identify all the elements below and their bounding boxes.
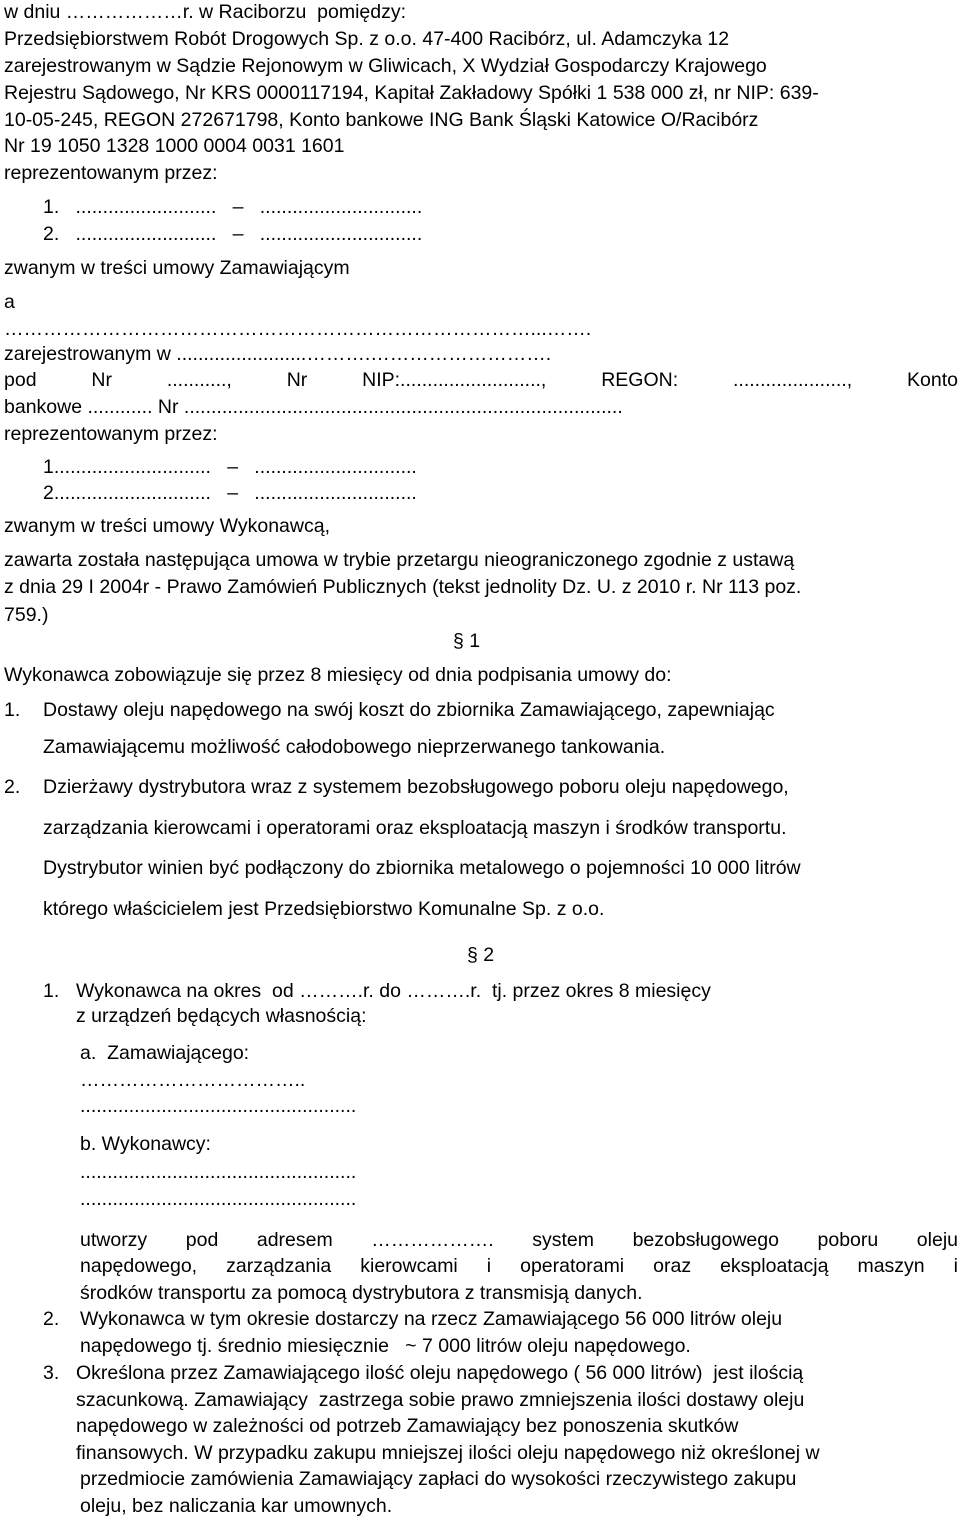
owner-a-label: a. Zamawiającego: (80, 1042, 250, 1064)
section-1-heading: § 1 (453, 630, 481, 652)
system-line-3: środków transportu za pomocą dystrybutora z transmisją danych. (80, 1282, 643, 1304)
system-line-1: utworzy pod adresem ………………. system bezobsługowego poboru oleju (80, 1229, 958, 1251)
section-2-point-3-number: 3. (43, 1362, 60, 1384)
contractor-called-line: zwanym w treści umowy Wykonawcą, (4, 515, 330, 537)
owner-b-label: b. Wykonawcy: (80, 1133, 211, 1155)
contractor-account-line: bankowe ............ Nr ................................................................................. (4, 396, 623, 418)
section-2-heading: § 2 (467, 944, 495, 966)
section-1-item-2-number: 2. (4, 776, 21, 798)
owner-b-placeholder-2: ................................................... (80, 1188, 357, 1210)
section-2-point-2-line-2: napędowego tj. średnio miesięcznie ~ 7 000 litrów oleju napędowego. (80, 1335, 691, 1357)
section-2-point-1-line-1: Wykonawca na okres od ……….r. do ……….r. tj. przez okres 8 miesięcy (76, 980, 711, 1002)
party1-representative-2: 2. .......................... – .............................. (43, 223, 423, 245)
section-2-point-3-line-1: Określona przez Zamawiającego ilość oleju napędowego ( 56 000 litrów) jest ilością (76, 1362, 804, 1384)
section-1-lead: Wykonawca zobowiązuje się przez 8 miesięcy od dnia podpisania umowy do: (4, 664, 672, 686)
section-1-item-2-line-4: którego właścicielem jest Przedsiębiorstwo Komunalne Sp. z o.o. (43, 898, 605, 920)
system-line-2: napędowego, zarządzania kierowcami i operatorami oraz eksploatacją maszyn i (80, 1255, 958, 1277)
contractor-registered-line: zarejestrowanym w ........................……….………………………. (4, 343, 552, 365)
party1-representative-1: 1. .......................... – .............................. (43, 196, 423, 218)
section-1-item-1-number: 1. (4, 699, 21, 721)
section-2-point-2-number: 2. (43, 1308, 60, 1330)
intro-line-3: 759.) (4, 604, 49, 626)
owner-b-placeholder-1: ................................................... (80, 1161, 357, 1183)
section-1-item-2-line-1: Dzierżawy dystrybutora wraz z systemem bezobsługowego poboru oleju napędowego, (43, 776, 789, 798)
party1-registry-line: zarejestrowanym w Sądzie Rejonowym w Gliwicach, X Wydział Gospodarczy Krajowego (4, 55, 767, 77)
owner-a-placeholder-2: ................................................... (80, 1095, 357, 1117)
party1-called-line: zwanym w treści umowy Zamawiającym (4, 257, 350, 279)
section-2-point-2-line-1: Wykonawca w tym okresie dostarczy na rzecz Zamawiającego 56 000 litrów oleju (80, 1308, 783, 1330)
contractor-represented-label: reprezentowanym przez: (4, 423, 218, 445)
section-2-point-3-line-5: przedmiocie zamówienia Zamawiający zapłaci do wysokości rzeczywistego zakupu (80, 1468, 797, 1490)
party1-represented-label: reprezentowanym przez: (4, 162, 218, 184)
section-2-point-1-line-2: z urządzeń będących własnością: (76, 1005, 367, 1027)
section-1-item-2-line-3: Dystrybutor winien być podłączony do zbiornika metalowego o pojemności 10 000 litrów (43, 857, 801, 879)
intro-line-1: zawarta została następująca umowa w trybie przetargu nieograniczonego zgodnie z ustawą (4, 549, 795, 571)
contractor-ids-line: pod Nr ..........., Nr NIP:.........................., REGON: ....................., Konto (4, 369, 958, 391)
contractor-representative-1: 1............................. – .............................. (43, 456, 417, 478)
contractor-name-placeholder: ………………………………………………………………………...……. (4, 318, 592, 340)
section-1-item-1-line-2: Zamawiającemu możliwość całodobowego nieprzerwanego tankowania. (43, 736, 666, 758)
party1-account-line: Nr 19 1050 1328 1000 0004 0031 1601 (4, 135, 345, 157)
party1-name-line: Przedsiębiorstwem Robót Drogowych Sp. z o.o. 47-400 Racibórz, ul. Adamczyka 12 (4, 28, 730, 50)
owner-a-placeholder-1: …………………………….. (80, 1069, 306, 1091)
conjunction-a: a (4, 291, 15, 313)
section-1-item-1-line-1: Dostawy oleju napędowego na swój koszt do zbiornika Zamawiającego, zapewniając (43, 699, 775, 721)
section-2-point-3-line-2: szacunkową. Zamawiający zastrzega sobie prawo zmniejszenia ilości dostawy oleju (76, 1389, 805, 1411)
section-2-point-3-line-6: oleju, bez naliczania kar umownych. (80, 1495, 393, 1517)
date-place-line: w dniu ………………r. w Raciborzu pomiędzy: (4, 1, 407, 23)
party1-regon-line: 10-05-245, REGON 272671798, Konto bankowe ING Bank Śląski Katowice O/Racibórz (4, 109, 759, 131)
section-1-item-2-line-2: zarządzania kierowcami i operatorami oraz eksploatacją maszyn i środków transportu. (43, 817, 787, 839)
party1-krs-line: Rejestru Sądowego, Nr KRS 0000117194, Kapitał Zakładowy Spółki 1 538 000 zł, nr NIP: 639- (4, 82, 819, 104)
section-2-point-1-number: 1. (43, 980, 60, 1002)
intro-line-2: z dnia 29 I 2004r - Prawo Zamówień Publicznych (tekst jednolity Dz. U. z 2010 r. Nr 113 poz. (4, 576, 802, 598)
section-2-point-3-line-3: napędowego w zależności od potrzeb Zamawiający bez ponoszenia skutków (76, 1415, 739, 1437)
section-2-point-3-line-4: finansowych. W przypadku zakupu mniejszej ilości oleju napędowego niż określonej w (76, 1442, 820, 1464)
contractor-representative-2: 2............................. – .............................. (43, 482, 417, 504)
